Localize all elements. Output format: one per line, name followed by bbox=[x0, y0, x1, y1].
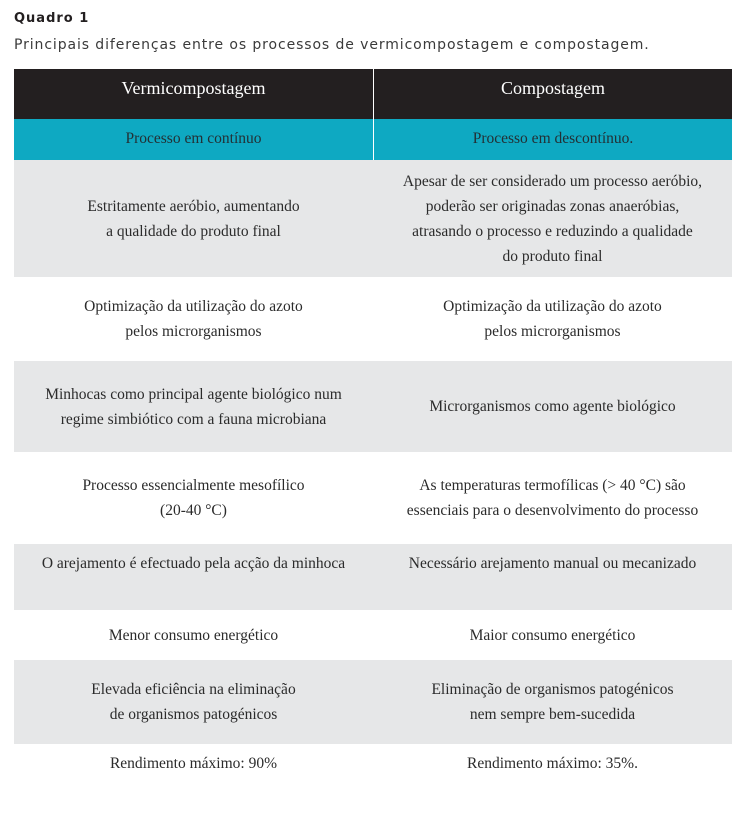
table-cell: Maior consumo energético bbox=[469, 626, 636, 644]
table-cell: O arejamento é efectuado pela acção da minhoca bbox=[14, 544, 373, 610]
table-row bbox=[14, 160, 732, 277]
table-row bbox=[14, 610, 732, 660]
table-cell: Apesar de ser considerado um processo aeróbio, poderão ser originadas zonas anaeróbias, atrasando o processo e reduzindo a qualidade do produto final bbox=[373, 160, 732, 277]
table-cell: Optimização da utilização do azoto pelos microrganismos bbox=[84, 298, 303, 340]
caption-subtitle: Principais diferenças entre os processos de vermicompostagem e compostagem. bbox=[14, 37, 650, 53]
table-cell: Rendimento máximo: 90% bbox=[109, 755, 278, 772]
table-row bbox=[14, 544, 732, 610]
table-row bbox=[14, 744, 732, 794]
comparison-table bbox=[14, 69, 732, 794]
table-row bbox=[14, 361, 732, 452]
table-cell: Processo em contínuo bbox=[14, 119, 373, 160]
table-row bbox=[14, 277, 732, 361]
table-row bbox=[14, 660, 732, 744]
caption-title: Quadro 1 bbox=[14, 11, 90, 26]
table-cell: Microrganismos como agente biológico bbox=[373, 361, 732, 452]
table-cell: Optimização da utilização do azoto pelos microrganismos bbox=[443, 298, 662, 340]
table-row bbox=[14, 119, 732, 160]
table-header-row bbox=[14, 69, 732, 119]
table-cell: Eliminação de organismos patogénicos nem sempre bem-sucedida bbox=[373, 660, 732, 744]
table-cell: Minhocas como principal agente biológico num regime simbiótico com a fauna microbiana bbox=[14, 361, 373, 452]
header-vermicompostagem: Vermicompostagem bbox=[14, 69, 373, 119]
table-cell: Necessário arejamento manual ou mecanizado bbox=[373, 544, 732, 610]
table-cell: Elevada eficiência na eliminação de organismos patogénicos bbox=[14, 660, 373, 744]
table-row bbox=[14, 452, 732, 544]
table-cell: Estritamente aeróbio, aumentando a qualidade do produto final bbox=[14, 160, 373, 277]
table-cell: As temperaturas termofílicas (> 40 °C) são essenciais para o desenvolvimento do processo bbox=[406, 477, 699, 519]
table-cell: Processo essencialmente mesofílico (20-40 °C) bbox=[82, 477, 305, 519]
table-cell: Rendimento máximo: 35%. bbox=[467, 755, 638, 772]
header-compostagem: Compostagem bbox=[373, 69, 732, 119]
table-cell: Menor consumo energético bbox=[108, 626, 279, 644]
table-cell: Processo em descontínuo. bbox=[373, 119, 732, 160]
